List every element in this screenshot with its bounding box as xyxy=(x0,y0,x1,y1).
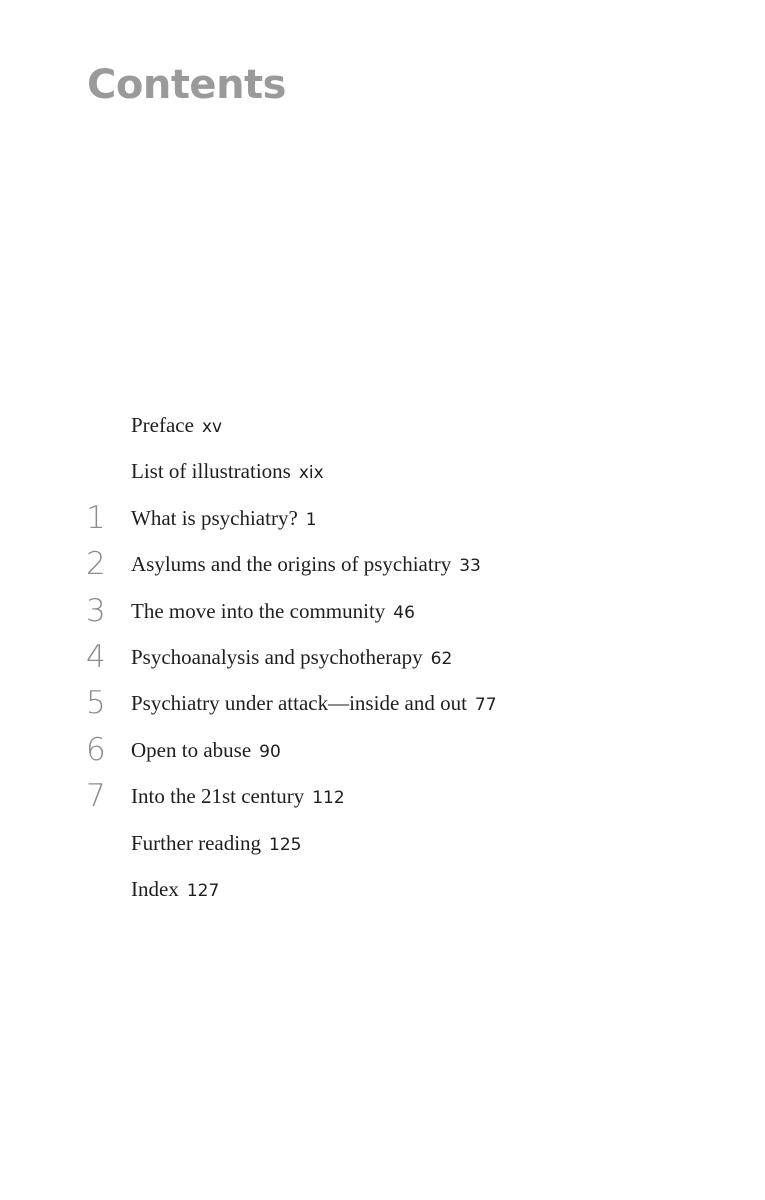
entry-page-number: 125 xyxy=(269,834,302,855)
page-title: Contents xyxy=(87,62,286,108)
entry-page-number: 46 xyxy=(393,602,415,623)
entry-title: Psychoanalysis and psychotherapy xyxy=(131,644,423,669)
entry-page-number: 112 xyxy=(312,788,345,809)
entry-page-number: 1 xyxy=(305,509,317,530)
entry-title: List of illustrations xyxy=(131,459,291,484)
toc-entry-chapter-6[interactable] xyxy=(0,730,765,776)
entry-page-number: 90 xyxy=(259,741,281,762)
chapter-number: 3 xyxy=(86,592,106,629)
toc-entry-chapter-2[interactable] xyxy=(0,544,765,590)
toc-entry-further-reading[interactable] xyxy=(0,823,765,869)
entry-title: Asylums and the origins of psychiatry xyxy=(131,552,452,577)
chapter-number: 1 xyxy=(86,499,106,536)
entry-page-number: 127 xyxy=(186,880,220,901)
toc-entry-preface[interactable] xyxy=(0,405,765,451)
chapter-number: 6 xyxy=(86,731,106,768)
toc-entry-chapter-7[interactable] xyxy=(0,776,765,822)
table-of-contents xyxy=(0,405,765,915)
entry-page-number: 77 xyxy=(474,695,497,716)
toc-entry-list-of-illustrations[interactable] xyxy=(0,451,765,497)
toc-entry-chapter-3[interactable] xyxy=(0,591,765,637)
entry-title: Psychiatry under attack—inside and out xyxy=(131,691,467,716)
toc-entry-chapter-1[interactable] xyxy=(0,498,765,544)
toc-entry-chapter-4[interactable] xyxy=(0,637,765,683)
entry-title: Into the 21st century xyxy=(131,784,305,809)
entry-title: Open to abuse xyxy=(131,737,252,762)
entry-title: Preface xyxy=(131,413,194,437)
toc-entry-chapter-5[interactable] xyxy=(0,683,765,729)
entry-title: The move into the community xyxy=(131,598,386,623)
chapter-number: 2 xyxy=(86,546,106,583)
entry-page-number: xv xyxy=(201,417,223,437)
entry-page-number: xix xyxy=(298,463,324,484)
entry-title: Index xyxy=(131,876,179,901)
chapter-number: 7 xyxy=(86,778,106,815)
toc-entry-index[interactable] xyxy=(0,869,765,915)
entry-page-number: 33 xyxy=(459,556,481,577)
entry-title: Further reading xyxy=(131,830,262,855)
entry-title: What is psychiatry? xyxy=(131,505,298,530)
chapter-number: 4 xyxy=(86,638,106,675)
entry-page-number: 62 xyxy=(430,648,453,669)
chapter-number: 5 xyxy=(86,685,106,722)
